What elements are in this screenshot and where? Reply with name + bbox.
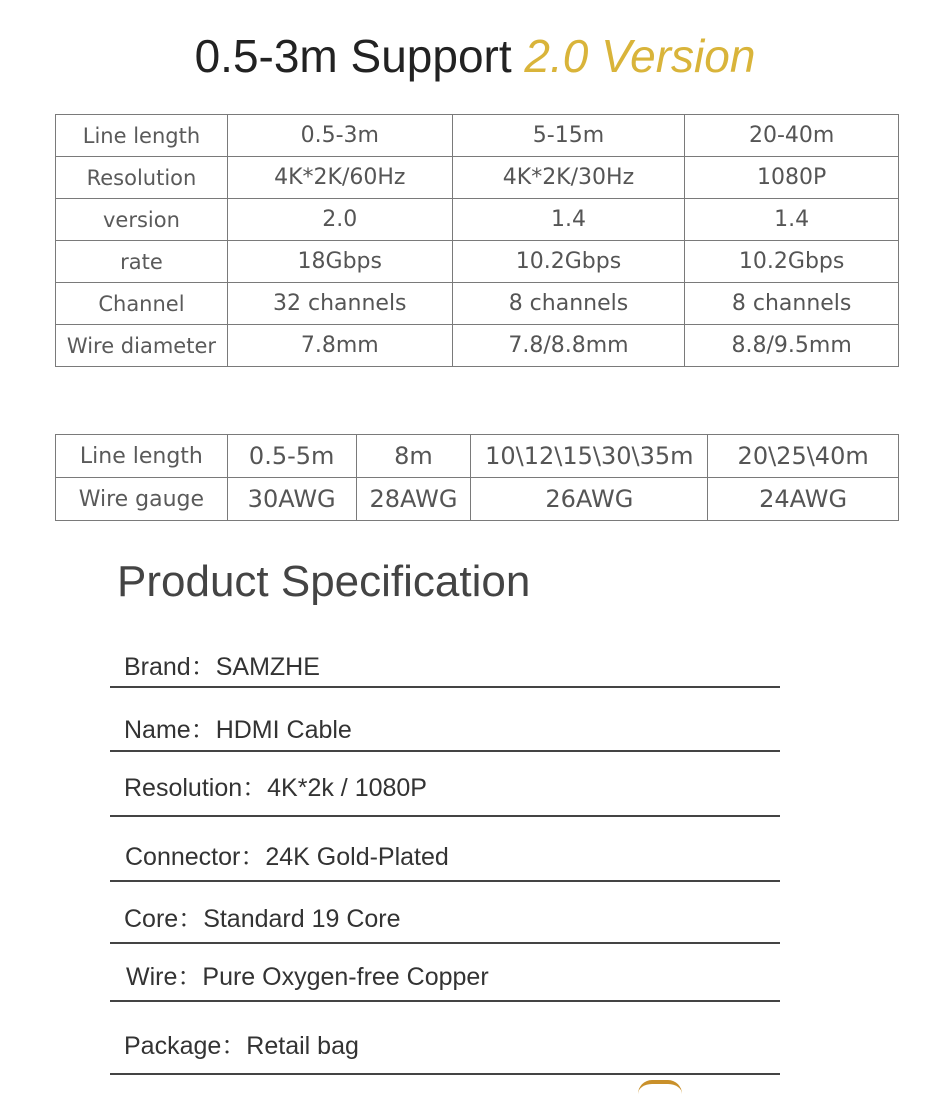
table-cell: 30AWG: [227, 478, 356, 521]
table-row: [56, 199, 899, 241]
table-row: [56, 325, 899, 367]
table-row: [56, 157, 899, 199]
row-label: Line length: [56, 115, 228, 157]
table-cell: 18Gbps: [227, 241, 452, 283]
row-label: Line length: [56, 435, 228, 478]
table-row: [56, 435, 899, 478]
table-row: [56, 478, 899, 521]
cable-edge-decoration: [638, 1080, 682, 1094]
table-cell: 1080P: [685, 157, 899, 199]
section-title: Product Specification: [117, 557, 531, 606]
spec-value: Retail bag: [246, 1032, 359, 1060]
spec-label: Core：: [124, 905, 204, 933]
table-cell: 10.2Gbps: [452, 241, 685, 283]
page-title: [0, 26, 950, 86]
table-cell: 5-15m: [452, 115, 685, 157]
spec-value: SAMZHE: [215, 653, 320, 681]
wire-gauge-table: [55, 434, 899, 521]
table-cell: 8m: [356, 435, 471, 478]
spec-value: HDMI Cable: [215, 716, 352, 744]
spec-connector: [110, 842, 780, 882]
table-cell: 4K*2K/60Hz: [227, 157, 452, 199]
row-label: Channel: [56, 283, 228, 325]
table-cell: 0.5-5m: [227, 435, 356, 478]
spec-package: [110, 1031, 780, 1075]
table-cell: 20-40m: [685, 115, 899, 157]
table-cell: 10.2Gbps: [685, 241, 899, 283]
spec-core: [110, 904, 780, 944]
spec-brand: [110, 652, 780, 688]
row-label: version: [56, 199, 228, 241]
spec-value: Pure Oxygen-free Copper: [202, 963, 489, 991]
row-label: Wire diameter: [56, 325, 228, 367]
table-cell: 7.8/8.8mm: [452, 325, 685, 367]
table-cell: 1.4: [685, 199, 899, 241]
table-cell: 20\25\40m: [708, 435, 899, 478]
table-row: [56, 115, 899, 157]
title-main: 0.5-3m Support: [194, 30, 525, 82]
table-cell: 0.5-3m: [227, 115, 452, 157]
spec-resolution: [110, 773, 780, 817]
spec-label: Connector：: [125, 843, 266, 871]
table-cell: 7.8mm: [227, 325, 452, 367]
spec-wire: [110, 962, 780, 1002]
table-cell: 8 channels: [452, 283, 685, 325]
spec-value: 4K*2k / 1080P: [267, 774, 427, 802]
spec-name: [110, 715, 780, 752]
table-cell: 32 channels: [227, 283, 452, 325]
spec-label: Package：: [124, 1032, 247, 1060]
spec-value: 24K Gold-Plated: [265, 843, 449, 871]
table-cell: 8 channels: [685, 283, 899, 325]
spec-value: Standard 19 Core: [203, 905, 401, 933]
row-label: Wire gauge: [56, 478, 228, 521]
row-label: Resolution: [56, 157, 228, 199]
table-row: [56, 241, 899, 283]
cable-spec-table: [55, 114, 899, 367]
table-cell: 26AWG: [471, 478, 708, 521]
row-label: rate: [56, 241, 228, 283]
spec-label: Name：: [124, 716, 216, 744]
table-cell: 1.4: [452, 199, 685, 241]
table-cell: 10\12\15\30\35m: [471, 435, 708, 478]
spec-label: Brand：: [124, 653, 216, 681]
table-row: [56, 283, 899, 325]
spec-label: Resolution：: [124, 774, 268, 802]
title-accent: 2.0 Version: [524, 30, 756, 82]
table-cell: 28AWG: [356, 478, 471, 521]
table-cell: 24AWG: [708, 478, 899, 521]
table-cell: 8.8/9.5mm: [685, 325, 899, 367]
spec-label: Wire：: [126, 963, 203, 991]
table-cell: 2.0: [227, 199, 452, 241]
table-cell: 4K*2K/30Hz: [452, 157, 685, 199]
